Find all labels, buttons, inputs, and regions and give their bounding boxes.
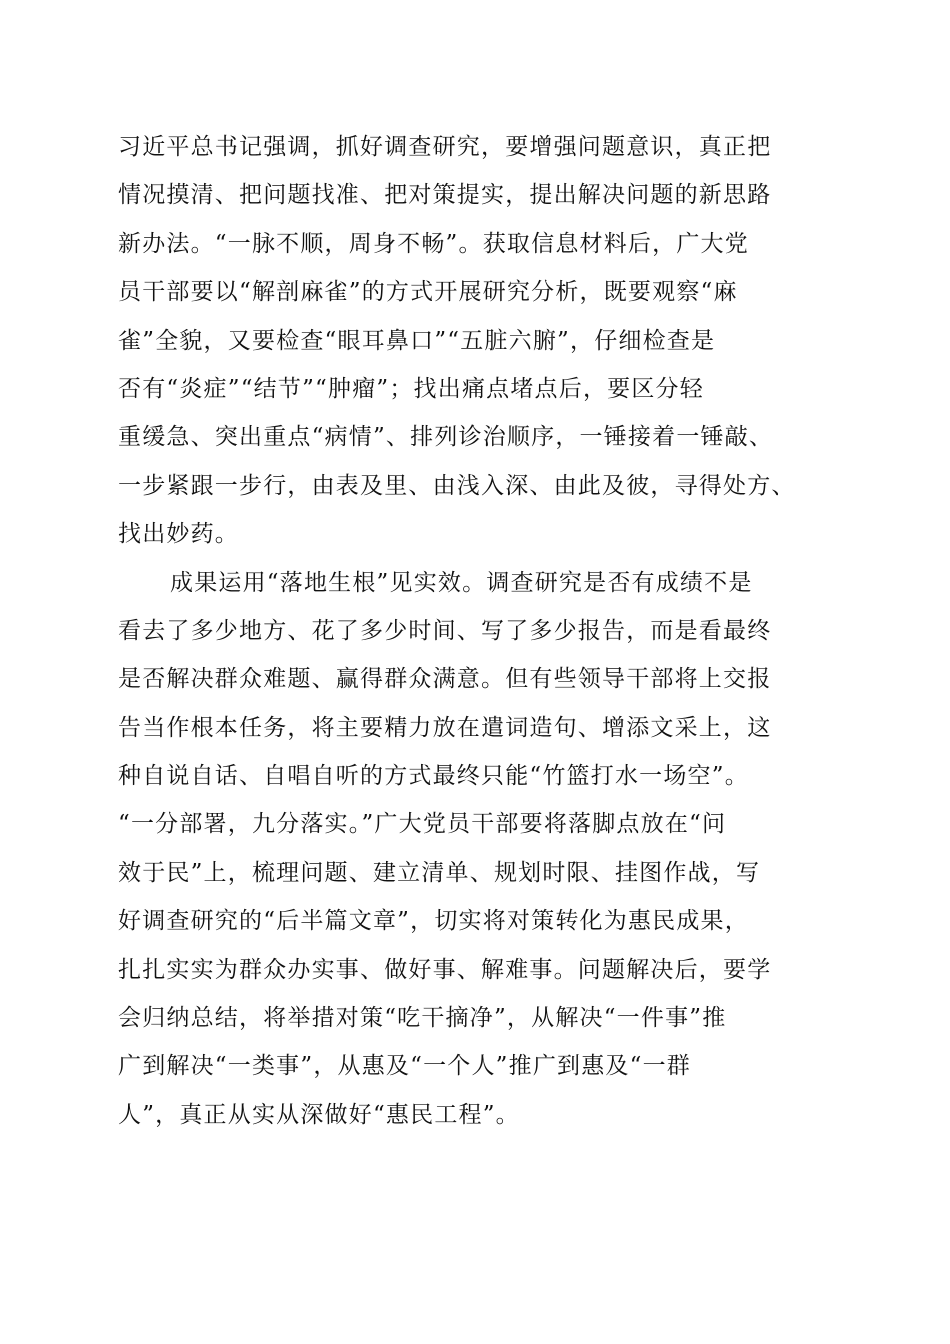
text-line: 人”，真正从实从深做好“惠民工程”。 bbox=[118, 1101, 520, 1128]
text-line: 扎扎实实为群众办实事、做好事、解难事。问题解决后，要学 bbox=[118, 956, 772, 983]
text-line: “一分部署，九分落实。”广大党员干部要将落脚点放在“问 bbox=[118, 811, 727, 838]
text-line: 找出妙药。 bbox=[118, 521, 239, 548]
text-line: 种自说自话、自唱自听的方式最终只能“竹篮打水一场空”。 bbox=[118, 763, 749, 790]
text-line: 情况摸清、把问题找准、把对策提实，提出解决问题的新思路 bbox=[118, 182, 772, 209]
text-line: 效于民”上，梳理问题、建立清单、规划时限、挂图作战，写 bbox=[118, 859, 761, 886]
text-line: 广到解决“一类事”，从惠及“一个人”推广到惠及“一群 bbox=[118, 1053, 691, 1080]
text-line: 雀”全貌，又要检查“眼耳鼻口”“五脏六腑”，仔细检查是 bbox=[118, 327, 716, 354]
text-line: 看去了多少地方、花了多少时间、写了多少报告，而是看最终 bbox=[118, 617, 772, 644]
text-line: 一步紧跟一步行，由表及里、由浅入深、由此及彼，寻得处方、 bbox=[118, 472, 796, 499]
text-line: 成果运用“落地生根”见实效。调查研究是否有成绩不是 bbox=[170, 569, 753, 596]
text-line: 否有“炎症”“结节”“肿瘤”；找出痛点堵点后，要区分轻 bbox=[118, 375, 704, 402]
text-line: 新办法。“一脉不顺，周身不畅”。获取信息材料后，广大党 bbox=[118, 230, 749, 257]
text-line: 好调查研究的“后半篇文章”，切实将对策转化为惠民成果， bbox=[118, 908, 749, 935]
text-line: 告当作根本任务，将主要精力放在遣词造句、增添文采上，这 bbox=[118, 714, 772, 741]
document-body bbox=[118, 128, 838, 1144]
text-line: 习近平总书记强调，抓好调查研究，要增强问题意识，真正把 bbox=[118, 134, 772, 160]
text-line: 是否解决群众难题、赢得群众满意。但有些领导干部将上交报 bbox=[118, 666, 772, 693]
text-line: 重缓急、突出重点“病情”、排列诊治顺序，一锤接着一锤敲、 bbox=[118, 424, 774, 451]
text-line: 会归纳总结，将举措对策“吃干摘净”，从解决“一件事”推 bbox=[118, 1005, 727, 1032]
paragraph-continuation bbox=[118, 128, 838, 564]
paragraph-results-application bbox=[118, 564, 838, 1145]
text-line: 员干部要以“解剖麻雀”的方式开展研究分析，既要观察“麻 bbox=[118, 279, 738, 306]
